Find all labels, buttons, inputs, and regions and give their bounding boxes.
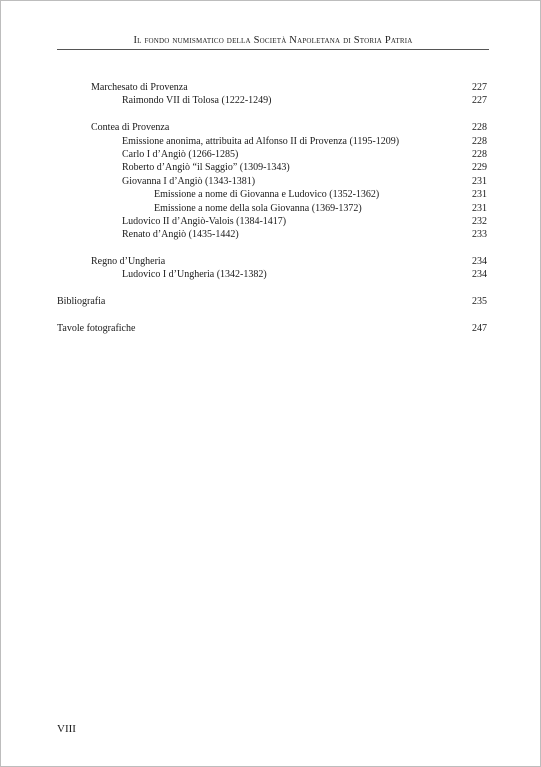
toc-entry-page: 229: [472, 162, 487, 174]
toc-entry: [57, 175, 487, 188]
toc-entry-page: 228: [472, 148, 487, 160]
toc-entry-label: Emissione a nome di Giovanna e Ludovico (1352-1362): [154, 189, 380, 201]
toc-entry-label: Bibliografia: [57, 296, 106, 308]
table-of-contents: [57, 81, 487, 335]
toc-entry-page: 234: [472, 269, 487, 281]
toc-entry-label: Giovanna I d’Angiò (1343-1381): [122, 175, 256, 187]
toc-entry: [57, 94, 487, 107]
toc-entry-label: Contea di Provenza: [91, 122, 170, 134]
toc-entry-page: 227: [472, 82, 487, 93]
toc-entry-page: 227: [472, 95, 487, 107]
spacer: [57, 309, 487, 322]
page-number: VIII: [57, 723, 76, 735]
toc-entry: [57, 322, 487, 335]
toc-entry-page: 231: [472, 175, 487, 187]
toc-entry-page: 247: [472, 323, 487, 335]
toc-entry-page: 231: [472, 202, 487, 214]
toc-entry-page: 235: [472, 296, 487, 308]
toc-entry-label: Renato d’Angiò (1435-1442): [122, 229, 239, 241]
running-head: Il fondo numismatico della Società Napoletana di Storia Patria: [133, 35, 413, 46]
toc-entry-page: 232: [472, 215, 487, 227]
toc-entry-label: Emissione a nome della sola Giovanna (1369-1372): [154, 202, 362, 214]
toc-entry: [57, 188, 487, 201]
spacer: [57, 242, 487, 255]
toc-entry-page: 233: [472, 229, 487, 241]
toc-entry-label: Ludovico II d’Angiò-Valois (1384-1417): [122, 215, 287, 227]
toc-entry-page: 234: [472, 256, 487, 268]
toc-entry-label: Emissione anonima, attribuita ad Alfonso II di Provenza (1195-1209): [122, 135, 400, 147]
toc-entry-label: Tavole fotografiche: [57, 323, 136, 335]
toc-entry: [57, 295, 487, 308]
toc-entry: [57, 202, 487, 215]
toc-entry: [57, 161, 487, 174]
spacer: [57, 282, 487, 295]
toc-entry: [57, 215, 487, 228]
toc-entry: [57, 81, 487, 94]
spacer: [57, 108, 487, 121]
toc-entry-page: 231: [472, 189, 487, 201]
toc-entry-label: Roberto d’Angiò “il Saggio” (1309-1343): [122, 162, 290, 174]
toc-entry-page: 228: [472, 122, 487, 134]
toc-entry-label: Ludovico I d’Ungheria (1342-1382): [122, 269, 267, 281]
toc-entry-label: Marchesato di Provenza: [91, 82, 188, 93]
toc-entry-label: Carlo I d’Angiò (1266-1285): [122, 148, 239, 160]
toc-entry: [57, 135, 487, 148]
toc-entry: [57, 228, 487, 241]
toc-entry: [57, 268, 487, 281]
toc-entry-page: 228: [472, 135, 487, 147]
toc-entry-label: Regno d’Ungheria: [91, 256, 166, 268]
toc-entry-label: Raimondo VII di Tolosa (1222-1249): [122, 95, 272, 107]
header-rule: [57, 49, 489, 50]
toc-entry: [57, 121, 487, 134]
toc-entry: [57, 148, 487, 161]
toc-entry: [57, 255, 487, 268]
